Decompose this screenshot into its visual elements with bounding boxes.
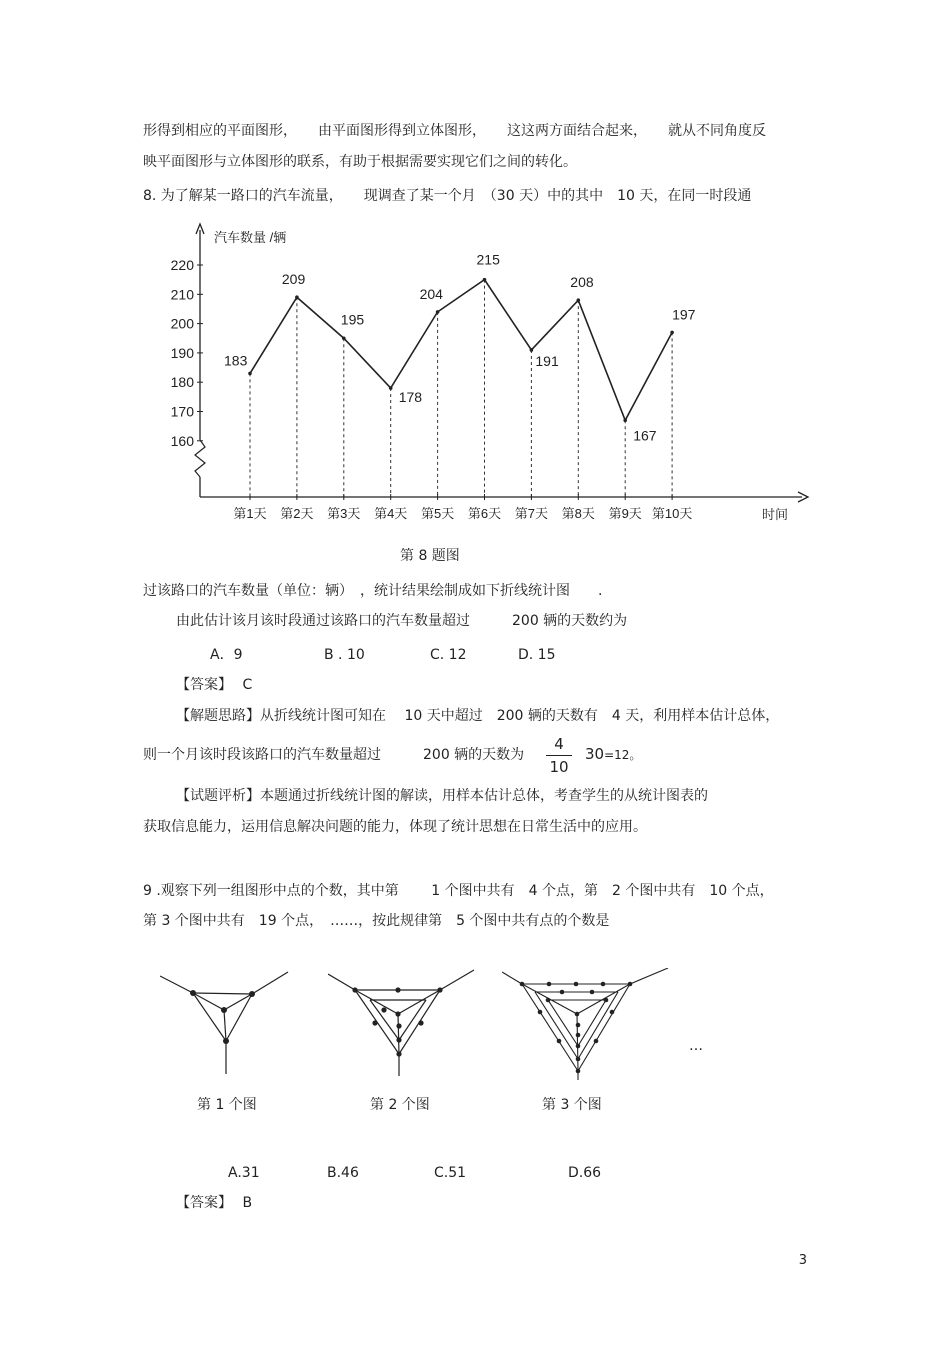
q8-answer-value: C — [242, 677, 253, 693]
q8-option-b: B . 10 — [324, 647, 365, 663]
data-point — [623, 418, 627, 422]
data-label: 208 — [570, 274, 594, 291]
q8-analysis-line-2: 则一个月该时段该路口的汽车数量超过 200 辆的天数为 — [143, 747, 525, 763]
q8-answer — [176, 675, 252, 695]
chart-drop-lines — [250, 280, 672, 500]
x-category-label: 第9天 — [608, 506, 642, 521]
data-label: 178 — [398, 389, 423, 406]
data-label: 204 — [419, 285, 443, 302]
x-category-label: 第2天 — [280, 506, 314, 521]
data-point — [436, 310, 440, 314]
chart-y-ticks — [171, 257, 203, 449]
q8-stem-line-3: 由此估计该月该时段通过该路口的汽车数量超过 200 辆的天数约为 — [176, 613, 628, 629]
data-point — [389, 386, 393, 390]
data-point — [670, 331, 674, 335]
q8-fraction-denominator: 10 — [549, 758, 569, 776]
q9-option-d: D.66 — [568, 1165, 602, 1181]
x-category-label: 第5天 — [420, 506, 455, 521]
q8-figure-caption: 第 8 题图 — [400, 548, 460, 564]
data-label: 167 — [633, 427, 657, 444]
q8-fraction-numerator: 4 — [554, 735, 564, 753]
y-tick-label: 180 — [170, 374, 194, 391]
chart-y-axis-label: 汽车数量 /辆 — [214, 230, 287, 245]
x-category-label: 第4天 — [374, 506, 408, 521]
q9-answer — [176, 1193, 252, 1213]
chart-series — [248, 278, 674, 422]
data-label: 191 — [535, 352, 559, 369]
q9-answer-label: 【答案】 — [176, 1195, 232, 1211]
data-point — [295, 295, 299, 299]
chart-x-categories — [233, 506, 692, 521]
q9-figure-ellipsis: … — [689, 1038, 703, 1054]
y-tick-label: 210 — [170, 286, 194, 303]
q8-answer-label: 【答案】 — [176, 677, 232, 693]
x-category-label: 第6天 — [467, 506, 502, 521]
data-label: 209 — [281, 271, 306, 288]
q8-analysis-tail-big: 30 — [585, 745, 605, 763]
q8-comment-line-2: 获取信息能力，运用信息解决问题的能力，体现了统计思想在日常生活中的应用。 — [143, 819, 647, 835]
data-point — [577, 298, 581, 302]
q9-answer-value: B — [242, 1195, 253, 1211]
q8-option-a: A．9 — [210, 647, 243, 663]
q8-analysis-line-1 — [176, 706, 779, 726]
y-tick-label: 220 — [170, 257, 194, 273]
x-category-label: 第7天 — [514, 506, 549, 521]
q9-figure-2-label: 第 2 个图 — [370, 1097, 430, 1113]
q8-comment-label: 【试题评析】 — [176, 788, 260, 804]
x-category-label: 第10天 — [651, 506, 693, 521]
q8-stem-line-2: 过该路口的汽车数量（单位：辆） ，统计结果绘制成如下折线统计图 . — [143, 583, 603, 599]
q9-stem-line-2: 第 3 个图中共有 19 个点， ……，按此规律第 5 个图中共有点的个数是 — [143, 913, 610, 929]
data-label: 183 — [224, 352, 248, 369]
data-point — [530, 348, 534, 352]
q9-stem-line-1: 9 .观察下列一组图形中点的个数，其中第 1 个图中共有 4 个点，第 2 个图中共有 10 个点， — [143, 883, 774, 899]
q8-fraction — [546, 735, 572, 776]
q8-comment-line-1 — [176, 786, 708, 806]
page-number: 3 — [798, 1253, 807, 1268]
q8-analysis-label: 【解题思路】 — [176, 708, 260, 724]
data-point — [248, 372, 252, 376]
q8-option-d: D. 15 — [518, 647, 556, 663]
q8-comment-text-1: 本题通过折线统计图的解读，用样本估计总体，考查学生的从统计图表的 — [260, 788, 708, 804]
q9-figure-3 — [502, 968, 672, 1083]
q8-analysis-tail-small: =12。 — [604, 748, 642, 762]
chart-axes — [195, 224, 808, 502]
x-category-label: 第8天 — [561, 506, 595, 521]
x-category-label: 第3天 — [327, 506, 361, 521]
q8-stem-line-1: 8. 为了解某一路口的汽车流量， 现调查了某一个月 （30 天）中的其中 10 天，在同一时段通 — [143, 188, 752, 204]
q9-figure-3-label: 第 3 个图 — [542, 1097, 602, 1113]
y-tick-label: 190 — [170, 344, 194, 361]
chart-x-axis-label: 时间 — [762, 507, 789, 522]
q9-figure-1 — [160, 968, 294, 1080]
q8-option-c: C. 12 — [430, 647, 467, 663]
y-tick-label: 200 — [170, 315, 194, 332]
series-line — [250, 280, 672, 421]
q9-option-a: A.31 — [228, 1165, 260, 1181]
x-category-label: 第1天 — [233, 506, 267, 521]
y-tick-label: 170 — [170, 403, 194, 420]
intro-line-1: 形得到相应的平面图形， 由平面图形得到立体图形， 这这两方面结合起来， 就从不同角度反 — [143, 123, 766, 139]
intro-line-2: 映平面图形与立体图形的联系，有助于根据需要实现它们之间的转化。 — [143, 154, 577, 170]
q9-figure-2 — [328, 968, 476, 1080]
q8-analysis-text-1: 从折线统计图可知在 10 天中超过 200 辆的天数有 4 天，利用样本估计总体， — [260, 708, 780, 724]
line-chart — [150, 222, 820, 532]
y-tick-label: 160 — [170, 432, 194, 449]
y-axis-break — [195, 440, 205, 477]
data-label: 197 — [672, 306, 696, 323]
data-label: 215 — [476, 251, 500, 268]
q9-figure-1-label: 第 1 个图 — [197, 1097, 257, 1113]
data-label: 195 — [340, 311, 365, 328]
q9-option-c: C.51 — [434, 1165, 467, 1181]
chart-data-labels — [224, 252, 696, 444]
data-point — [483, 278, 487, 282]
data-point — [342, 336, 346, 340]
q9-option-b: B.46 — [327, 1165, 359, 1181]
q8-analysis-tail — [585, 744, 641, 765]
